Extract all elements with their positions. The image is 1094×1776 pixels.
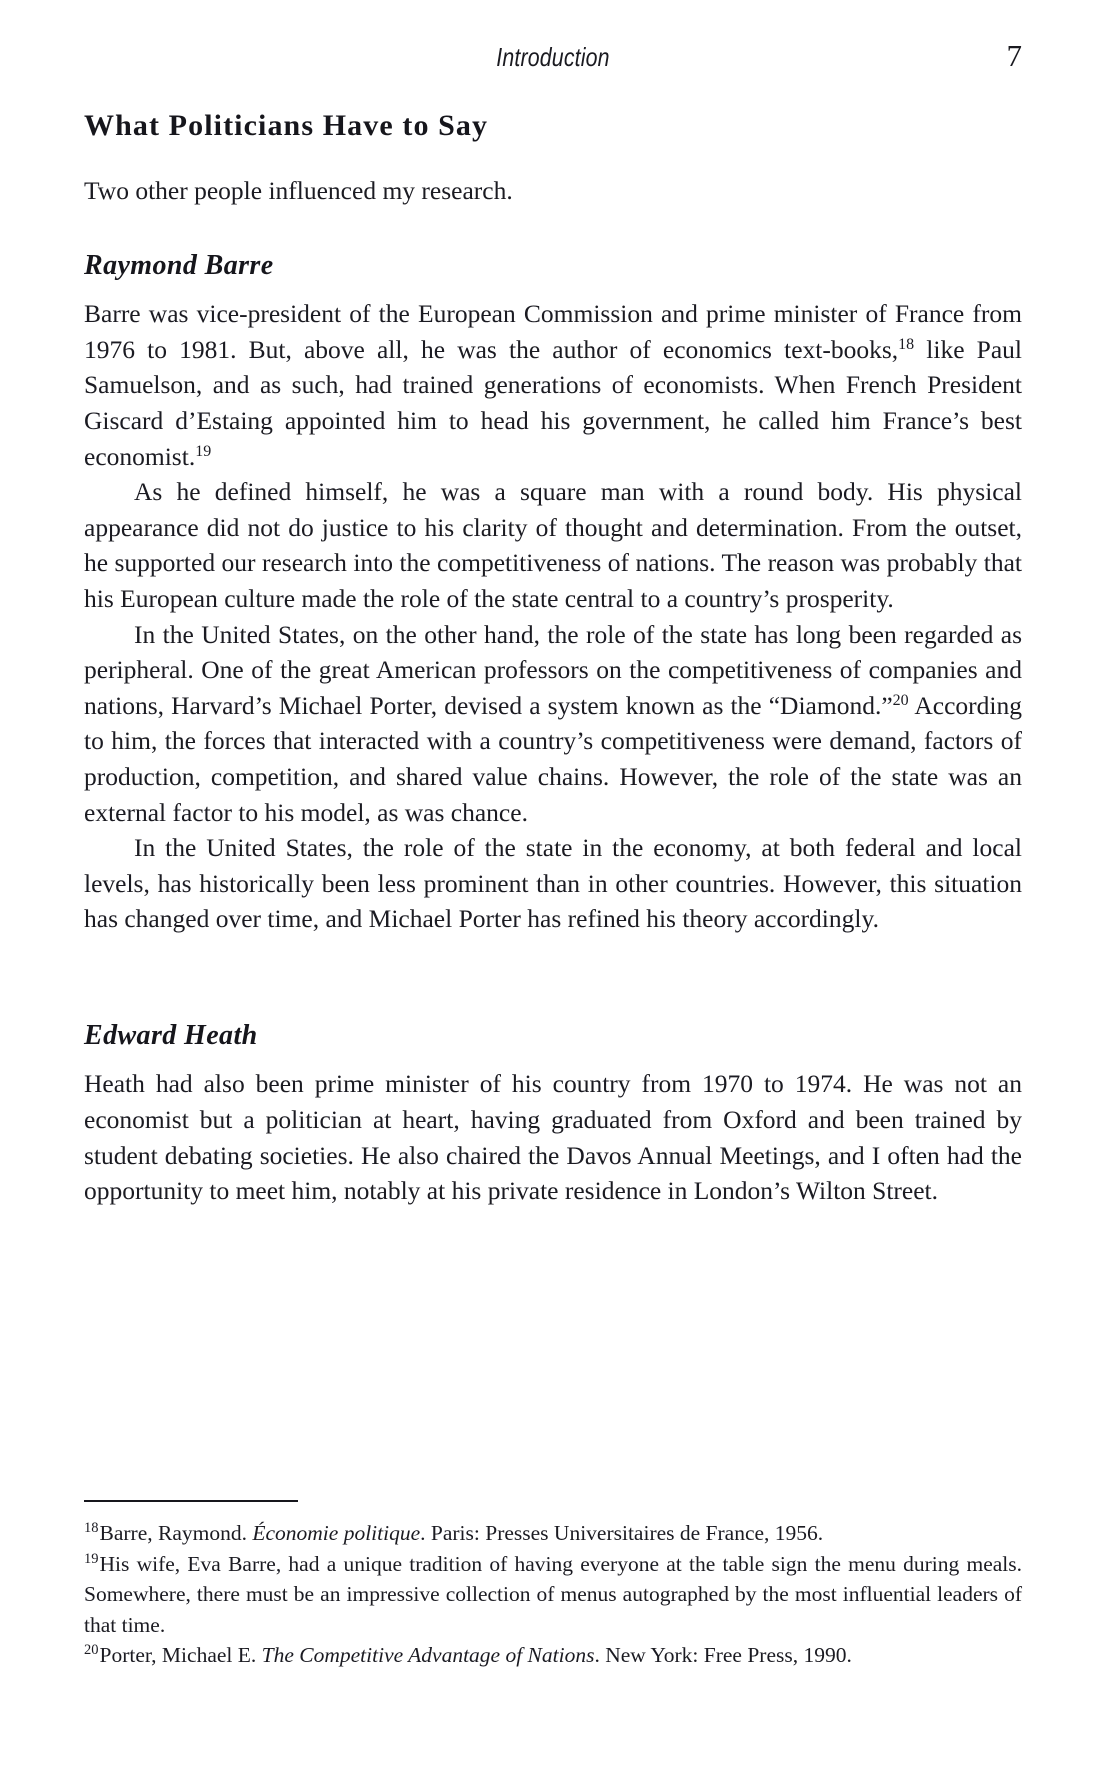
footnote-marker-19: 19 bbox=[84, 1550, 99, 1567]
footnote-marker-20: 20 bbox=[84, 1642, 99, 1658]
footnote-reference-19[interactable]: 19 bbox=[195, 442, 212, 460]
lead-paragraph: Two other people influenced my research. bbox=[84, 176, 513, 205]
subsection-list bbox=[84, 249, 1022, 1209]
body-paragraph: In the United States, the role of the state in the economy, at both federal and local levels, has historically been less prominent than in other countries. However, this situation has changed over time, and Michael Porter has refined his theory accordingly. bbox=[84, 833, 1022, 934]
footnote-list bbox=[84, 1518, 1022, 1671]
italic-title: The Competitive Advantage of Nations bbox=[261, 1643, 595, 1667]
footnote-20: $^{20}$Porter, Michael E. The Competitive Advantage of Nations. New York: Free Press, 1990. bbox=[84, 1642, 852, 1667]
running-head bbox=[84, 38, 1022, 82]
subsection-heading: Raymond Barre bbox=[84, 249, 274, 281]
body-paragraph: As he defined himself, he was a square man with a round body. His physical appearance did not do justice to his clarity of thought and determination. From the outset, he supported our research into the competitiveness of nations. The reason was probably that his European culture made the role of the state central to a country’s prosperity. bbox=[84, 477, 1022, 613]
footnote-marker-18: 18 bbox=[84, 1520, 99, 1536]
footnote-block bbox=[84, 1500, 1022, 1671]
footnote-reference-20[interactable]: 20 bbox=[892, 691, 909, 709]
body-paragraph: Barre was vice-president of the European Commission and prime minister of France from 1976 to 1981. But, above all, he was the author of economics text-books,$^{18}$ like Paul Samuelson, and as such, had trained generations of economists. When French President Giscard d’Estaing appointed him to head his government, he called him France’s best economist.$^{19}$ bbox=[84, 299, 1022, 471]
text-column bbox=[84, 108, 1022, 1209]
footnote-19: $^{19}$His wife, Eva Barre, had a unique tradition of having everyone at the table sign the menu during meals. Somewhere, there must be an impressive collection of menus autographed by the most influential leaders of that time. bbox=[84, 1550, 1022, 1637]
running-head-title: Introduction bbox=[496, 42, 610, 72]
footnote-reference-18[interactable]: 18 bbox=[898, 335, 915, 353]
italic-title: Économie politique bbox=[252, 1521, 421, 1545]
page-number: 7 bbox=[1006, 38, 1022, 73]
footnote-separator-rule bbox=[84, 1500, 298, 1502]
footnote-18: $^{18}$Barre, Raymond. Économie politique. Paris: Presses Universitaires de France, 1956. bbox=[84, 1520, 824, 1545]
subsection-heading: Edward Heath bbox=[84, 1019, 258, 1051]
body-paragraph: Heath had also been prime minister of his country from 1970 to 1974. He was not an economist but a politician at heart, having graduated from Oxford and been trained by student debating societies. He also chaired the Davos Annual Meetings, and I often had the opportunity to meet him, notably at his private residence in London’s Wilton Street. bbox=[84, 1069, 1022, 1206]
body-paragraph: In the United States, on the other hand, the role of the state has long been regarded as peripheral. One of the great American professors on the competitiveness of companies and nations, Harvard’s Michael Porter, devised a system known as the “Diamond.”$^{20}$ According to him, the forces that interacted with a country’s competitiveness were demand, factors of production, competition, and shared value chains. However, the role of the state was an external factor to his model, as was chance. bbox=[84, 619, 1022, 827]
section-heading: What Politicians Have to Say bbox=[84, 109, 489, 142]
